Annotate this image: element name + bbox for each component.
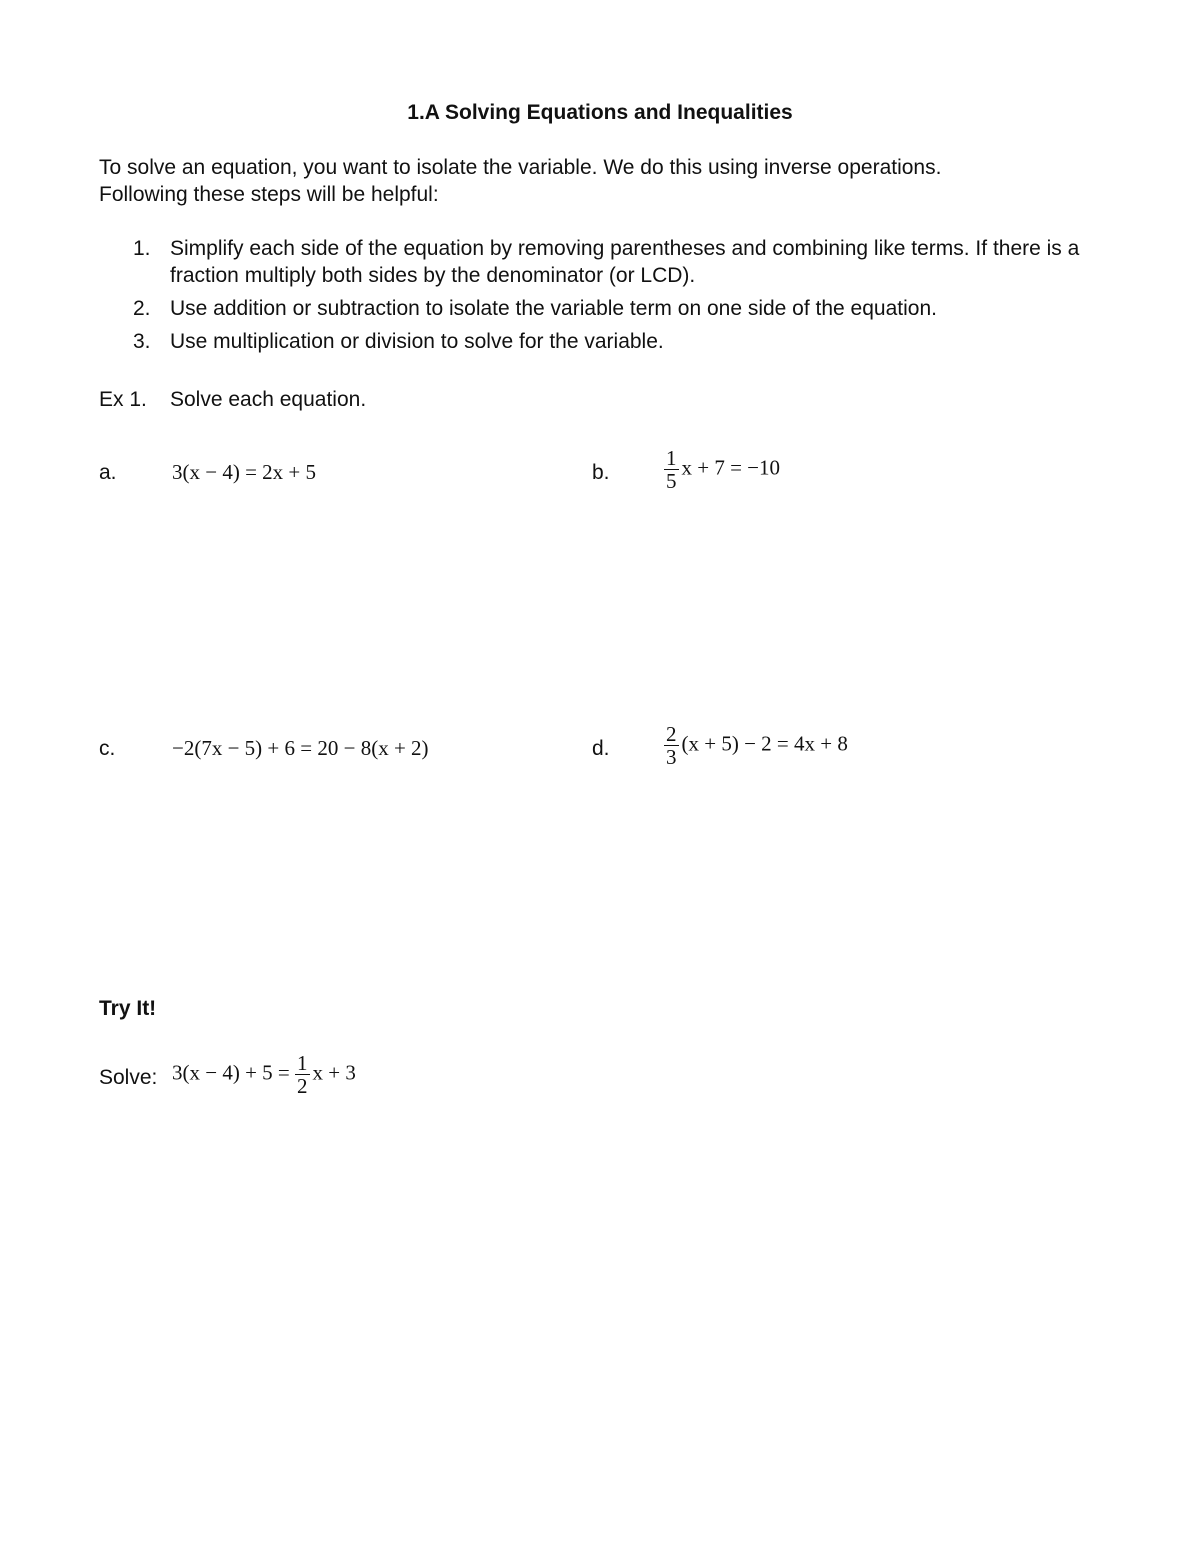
step-text: Use addition or subtraction to isolate the variable term on one side of the equation. [170,297,937,320]
equation-lhs: 3(x − 4) + 5 = [172,1060,290,1085]
equation-rhs: x + 3 [312,1060,356,1085]
step-text: Use multiplication or division to solve for the variable. [170,330,664,353]
fraction-numerator: 1 [666,446,677,470]
equation-rest: (x + 5) − 2 = 4x + 8 [681,731,848,756]
step-number: 2. [133,297,151,320]
problem-b-letter: b. [592,461,610,484]
fraction [295,1052,310,1097]
try-it-heading: Try It! [99,997,157,1020]
step-item [99,235,1119,289]
problem-c-letter: c. [99,737,116,760]
step-number: 1. [133,237,151,260]
page-title: 1.A Solving Equations and Inequalities [407,101,793,124]
fraction-denominator: 2 [297,1074,308,1098]
problem-a-equation: 3(x − 4) = 2x + 5 [172,460,317,484]
steps-list [99,235,1119,361]
step-item [99,328,1119,355]
fraction-denominator: 3 [666,745,677,769]
step-item [99,295,1119,322]
intro-line-1: To solve an equation, you want to isolate the variable. We do this using inverse operations. [99,156,942,179]
example-label: Ex 1. [99,388,147,411]
fraction [664,723,679,768]
problem-d-letter: d. [592,737,610,760]
fraction-numerator: 2 [666,722,677,746]
example-instruction: Solve each equation. [170,388,367,411]
problem-a-letter: a. [99,461,117,484]
intro-line-2: Following these steps will be helpful: [99,183,439,206]
step-number: 3. [133,330,151,353]
fraction-denominator: 5 [666,469,677,493]
problem-c-equation: −2(7x − 5) + 6 = 20 − 8(x + 2) [172,736,429,760]
fraction-numerator: 1 [297,1051,308,1075]
step-text: Simplify each side of the equation by removing parentheses and combining like terms. If there is a fraction multiply both sides by the denominator (or LCD). [170,237,1080,287]
problem-b-equation [664,447,780,492]
solve-label: Solve: [99,1066,158,1089]
problem-d-equation [664,723,848,768]
equation-rest: x + 7 = −10 [681,455,781,480]
fraction [664,447,679,492]
try-it-equation [172,1052,356,1097]
